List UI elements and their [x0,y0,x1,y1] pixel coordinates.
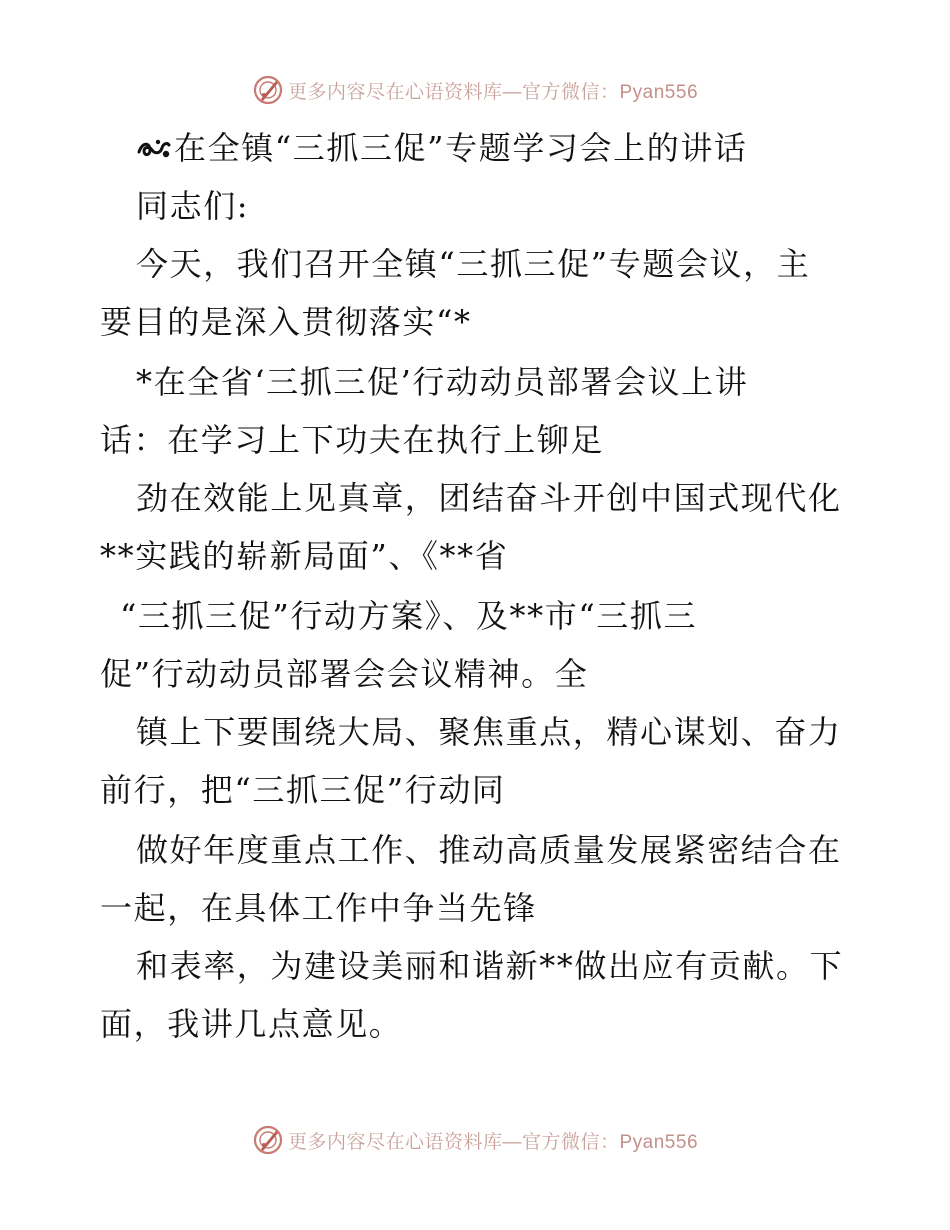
quill-seal-icon [252,1124,284,1156]
banner-handle: Pyan556 [619,81,699,103]
flourish-icon [136,134,172,162]
paragraph-line: 一起，在具体工作中争当先锋 [100,889,537,927]
paragraph-line: “三抓三促”行动方案》、及**市“三抓三 [120,597,698,635]
footer-watermark-banner [0,1120,950,1160]
banner-handle: Pyan556 [619,1131,699,1153]
paragraph-line: 和表率，为建设美丽和谐新**做出应有贡献。下 [136,947,844,985]
document-title [136,128,748,168]
title-text: 在全镇“三抓三促”专题学习会上的讲话 [174,129,748,167]
paragraph-line: 前行，把“三抓三促”行动同 [100,771,506,809]
banner-text: 更多内容尽在心语资料库—官方微信： [287,81,620,103]
paragraph-line: 劲在效能上见真章，团结奋斗开创中国式现代化 [136,479,842,517]
paragraph-line: **实践的崭新局面”、《**省 [100,537,509,575]
paragraph-line: 今天，我们召开全镇“三抓三促”专题会议，主 [136,245,811,283]
paragraph-line: 面，我讲几点意见。 [100,1005,403,1043]
paragraph-line: 要目的是深入贯彻落实“* [100,303,472,341]
paragraph-line: 做好年度重点工作、推动高质量发展紧密结合在 [136,831,842,869]
banner-text: 更多内容尽在心语资料库—官方微信： [287,1131,620,1153]
paragraph-line: 促”行动动员部署会会议精神。全 [100,655,589,693]
paragraph-line: *在全省‘三抓三促’行动动员部署会议上讲 [136,363,749,401]
paragraph-line: 同志们: [136,187,250,225]
paragraph-line: 话：在学习上下功夫在执行上铆足 [100,421,605,459]
paragraph-line: 镇上下要围绕大局、聚焦重点，精心谋划、奋力 [136,713,842,751]
